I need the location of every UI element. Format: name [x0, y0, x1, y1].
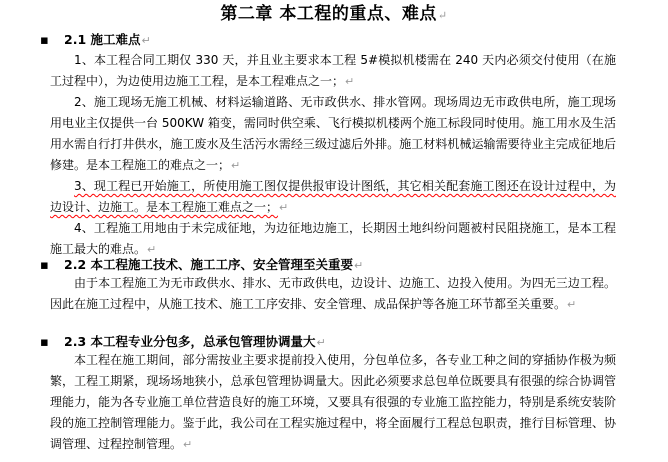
bullet-icon: ▪	[40, 258, 49, 273]
paragraph-text: 2、施工现场无施工机械、材料运输道路、无市政供水、排水管网。现场周边无市政供电所，施工现场用电业主仅提供一台 500KW 箱变，需同时供空乘、飞行模拟机楼两个施工标段同时使用。施工用水及生活用水需自行打井供水，施工废水及生活污水需经三级过滤后外排。施工材料机械运输需要待业主完成征地后修建。是本工程施工的难点之一；	[50, 95, 616, 172]
chapter-title-text: 第二章 本工程的重点、难点	[220, 4, 437, 24]
section-heading-text: 2.3 本工程专业分包多，总承包管理协调量大	[64, 334, 316, 349]
paragraph-text: 1、本工程合同工期仅 330 天，并且业主要求本工程 5#模拟机楼需在 240 天内必须交付使用（在施工过程中），为边使用边施工工程，是本工程难点之一；	[50, 53, 616, 88]
paragraph-2-1-4	[50, 218, 616, 260]
section-heading-text: 2.2 本工程施工技术、施工工序、安全管理至关重要	[64, 257, 353, 272]
paragraph-mark-icon: ↵	[316, 336, 326, 349]
paragraph-2-1-1	[50, 50, 616, 92]
paragraph-mark-icon: ↵	[437, 9, 448, 22]
bullet-icon: ▪	[40, 335, 49, 350]
paragraph-text: 本工程在施工期间，部分需按业主要求提前投入使用，分包单位多，各专业工种之间的穿插协作极为频繁，工程工期紧，现场场地狭小，总承包管理协调量大。因此必须要求总包单位既要具有很强的综合协调管理能力，能为各专业施工单位营造良好的施工环境，又要具有很强的专业施工监控能力，特别是系统安装阶段的施工控制管理能力。鉴于此，我公司在工程实施过程中，将全面履行工程总包职责，推行目标管理、协调管理、过程控制管理。	[50, 353, 616, 451]
paragraph-2-3-1	[50, 350, 616, 455]
paragraph-mark-icon: ↵	[567, 298, 577, 311]
paragraph-mark-icon: ↵	[354, 259, 364, 272]
paragraph-mark-icon: ↵	[183, 438, 193, 451]
paragraph-text: 由于本工程施工为无市政供水、排水、无市政供电，边设计、边施工、边投入使用。为四无三边工程。因此在施工过程中，从施工技术、施工工序安排、安全管理、成品保护等各施工环节都至关重要。	[50, 276, 616, 311]
paragraph-text: 3、现工程已开始施工，所使用施工图仅提供报审设计图纸，其它相关配套施工图还在设计过程中，为边设计、边施工。是本工程施工难点之一；	[50, 179, 616, 214]
bullet-icon: ▪	[40, 33, 49, 48]
paragraph-mark-icon: ↵	[345, 75, 355, 88]
paragraph-mark-icon: ↵	[147, 243, 157, 256]
section-heading-text: 2.1 施工难点	[64, 32, 141, 47]
paragraph-mark-icon: ↵	[141, 34, 151, 47]
section-heading-2-1	[40, 31, 151, 50]
paragraph-2-1-3	[50, 176, 616, 218]
paragraph-text: 4、工程施工用地由于未完成征地，为边征地边施工，长期因土地纠纷问题被村民阻挠施工，是本工程施工最大的难点。	[50, 221, 616, 256]
paragraph-2-1-2	[50, 92, 616, 176]
chapter-title	[0, 3, 668, 27]
paragraph-mark-icon: ↵	[231, 159, 241, 172]
paragraph-2-2-1	[50, 273, 616, 315]
paragraph-mark-icon: ↵	[279, 201, 289, 214]
